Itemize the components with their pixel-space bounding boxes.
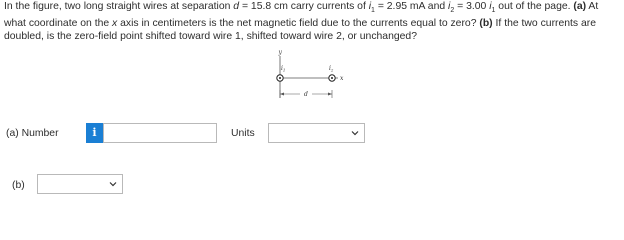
question-var-i: i <box>489 1 492 12</box>
x-axis-label: x <box>340 75 344 82</box>
info-icon: i <box>92 126 97 139</box>
wire-1-dot <box>279 77 281 79</box>
question-text-part: If the two currents are doubled, is the zero-field point shifted toward wire 1, shifted toward wire 2, or unchanged? <box>4 18 597 43</box>
number-input[interactable] <box>103 123 217 143</box>
wire-2-dot <box>331 77 333 79</box>
question-subscript: 1 <box>491 7 496 15</box>
question-text <box>4 0 620 43</box>
question-var-d: d <box>233 1 240 12</box>
question-text-part: = 2.95 mA and <box>374 1 449 12</box>
wire-2-label: $i_2$ <box>329 65 334 73</box>
separation-label: d <box>304 91 308 98</box>
part-a-label-text: (a) Number <box>6 128 59 139</box>
separation-arrow-right <box>328 93 332 96</box>
question-text-part: out of the page. <box>495 1 574 12</box>
wire-1-label: $i_1$ <box>281 65 286 73</box>
part-a-number-label <box>6 128 59 139</box>
part-b-select[interactable] <box>37 174 123 194</box>
chevron-down-icon <box>351 129 359 137</box>
part-a-marker: (a) <box>573 1 587 12</box>
question-text-part: axis in centimeters is the net magnetic field due to the currents equal to zero? <box>117 18 480 30</box>
chevron-down-icon <box>109 180 117 188</box>
question-text-part: = 15.8 cm carry currents of <box>239 1 369 12</box>
question-text-part: At what coordinate on the <box>4 1 599 30</box>
part-b-marker: (b) <box>479 18 493 30</box>
question-subscript: 1 <box>371 7 375 15</box>
question-subscript: 2 <box>450 7 455 15</box>
units-label: Units <box>231 128 255 139</box>
part-b-label: (b) <box>12 180 25 191</box>
question-var-x: x <box>112 18 118 30</box>
question-text-part: In the figure, two long straight wires at separation <box>4 1 234 12</box>
question-text-part: = 3.00 <box>454 1 490 12</box>
units-select[interactable] <box>268 123 365 143</box>
info-button[interactable] <box>86 123 103 143</box>
y-axis-label: y <box>278 49 282 56</box>
separation-arrow-left <box>280 93 284 96</box>
wires-figure <box>262 46 362 104</box>
question-var-i: i <box>448 1 451 12</box>
question-var-i: i <box>368 1 372 12</box>
